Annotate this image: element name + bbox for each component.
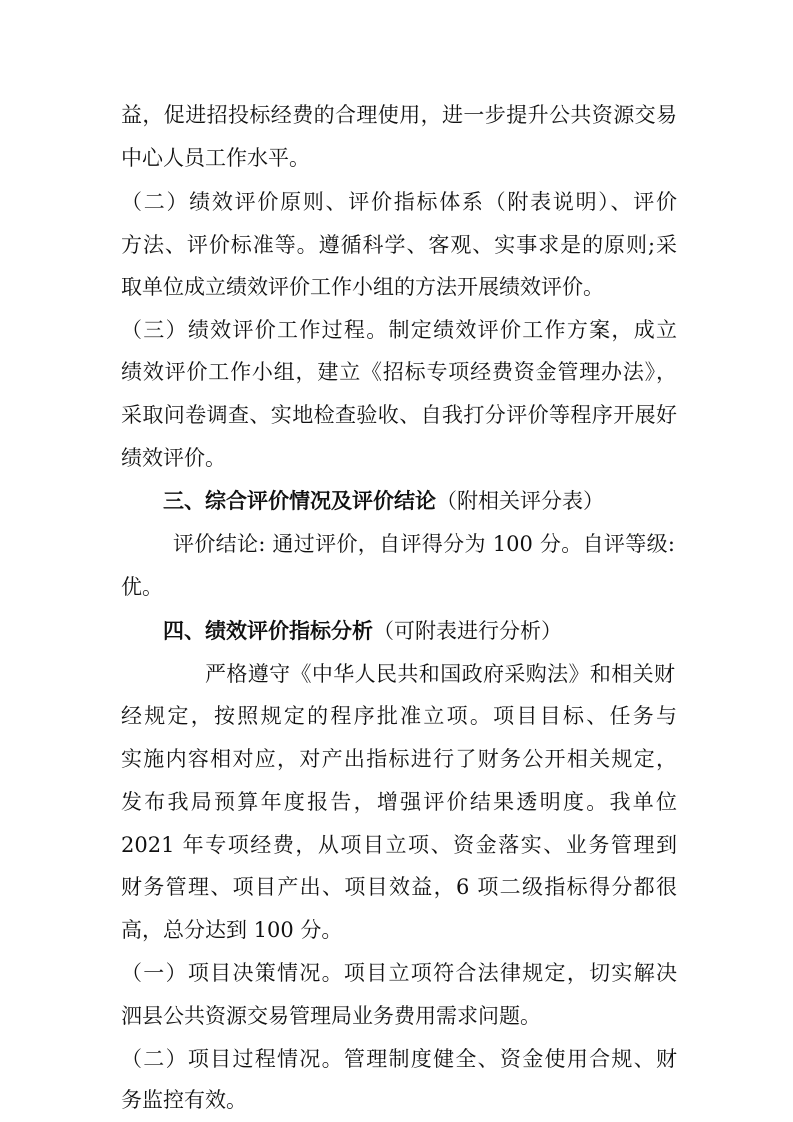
analysis-line: 发布我局预算年度报告，增强评价结果透明度。我单位 (121, 790, 677, 814)
text-line: （二）绩效评价原则、评价指标体系（附表说明）、评价 (121, 190, 677, 214)
text-line: 方法、评价标准等。遵循科学、客观、实事求是的原则;采 (121, 233, 677, 257)
section-heading-3 (163, 482, 643, 520)
section-heading-3-title: 三、综合评价情况及评价结论 (163, 489, 436, 513)
analysis-line: （二）项目过程情况。管理制度健全、资金使用合规、财 (121, 1047, 677, 1071)
analysis-line: （一）项目决策情况。项目立项符合法律规定，切实解决 (121, 961, 677, 985)
analysis-line: 严格遵守《中华人民共和国政府采购法》和相关财 (205, 662, 675, 686)
text-line: 中心人员工作水平。 (121, 146, 310, 170)
analysis-line: 经规定，按照规定的程序批准立项。项目目标、任务与 (121, 704, 677, 728)
section-heading-4-note: （可附表进行分析） (373, 619, 562, 643)
section-heading-3-note: （附相关评分表） (436, 489, 604, 513)
analysis-line: 务监控有效。 (121, 1088, 247, 1112)
text-line: 绩效评价工作小组，建立《招标专项经费资金管理办法》， (121, 360, 677, 384)
conclusion-line: 优。 (121, 575, 163, 599)
analysis-line: 泗县公共资源交易管理局业务费用需求问题。 (121, 1004, 541, 1028)
analysis-line: 财务管理、项目产出、项目效益，6 项二级指标得分都很 (121, 875, 677, 899)
analysis-line: 实施内容相对应，对产出指标进行了财务公开相关规定， (121, 747, 677, 771)
section-heading-4-title: 四、绩效评价指标分析 (163, 619, 373, 643)
conclusion-line: 评价结论: 通过评价，自评得分为 100 分。自评等级: (173, 532, 675, 556)
section-heading-4 (163, 612, 603, 650)
text-line: 取单位成立绩效评价工作小组的方法开展绩效评价。 (121, 275, 604, 299)
analysis-line: 2021 年专项经费，从项目立项、资金落实、业务管理到 (121, 833, 677, 857)
text-line: 绩效评价。 (121, 446, 226, 470)
text-line: （三）绩效评价工作过程。制定绩效评价工作方案，成立 (121, 318, 677, 342)
text-line: 采取问卷调查、实地检查验收、自我打分评价等程序开展好 (121, 403, 677, 427)
analysis-line: 高，总分达到 100 分。 (121, 918, 343, 942)
text-line: 益，促进招投标经费的合理使用，进一步提升公共资源交易 (121, 103, 677, 127)
